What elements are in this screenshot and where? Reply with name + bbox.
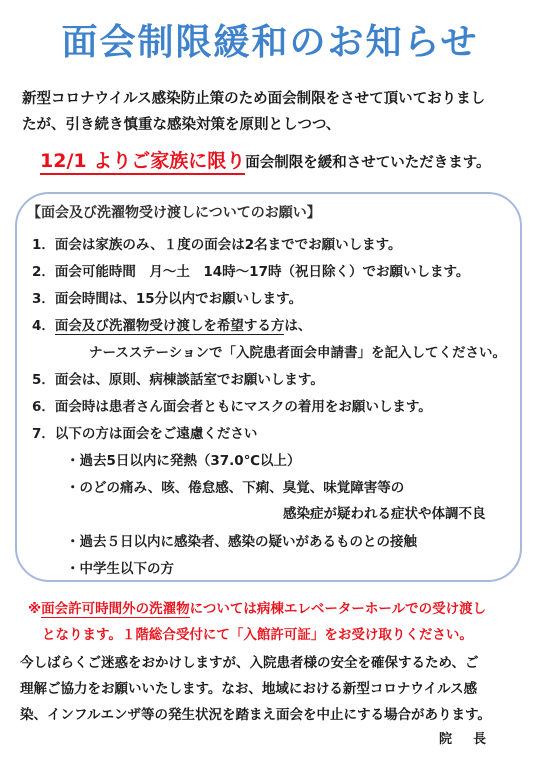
closing-text — [20, 650, 530, 728]
page-title: 面会制限緩和のお知らせ — [61, 22, 479, 63]
closing-line-2: 理解ご協力をお願いいたします。なお、地域における新型コロナウイルス感 — [20, 681, 478, 697]
rule-item-4-rest: は、 — [284, 318, 312, 334]
restriction-fever: ・過去5日以内に発熱（37.0℃以上） — [66, 453, 301, 469]
restriction-symptoms-continued: 感染症が疑われる症状や体調不良 — [283, 506, 486, 522]
laundry-notice — [28, 596, 528, 648]
notice-line-1-rest: については病棟エレベーターホールでの受け渡し — [189, 601, 487, 617]
rules-heading: 【面会及び洗濯物受け渡しについてのお願い】 — [27, 205, 321, 221]
closing-line-3: 染、インフルエンザ等の発生状況を踏まえ面会を中止にする場合があります。 — [20, 707, 491, 723]
rule-item-5: 5．面会は、原則、病棟談話室でお願いします。 — [32, 372, 324, 388]
restriction-symptoms: ・のどの痛み、咳、倦怠感、下痢、臭覚、味覚障害等の — [66, 480, 405, 496]
intro-text — [22, 86, 522, 138]
rule-item-4-number: 4． — [32, 318, 55, 334]
closing-line-1: 今しばらくご迷惑をおかけしますが、入院患者様の安全を確保するため、ご — [20, 655, 479, 671]
rule-item-2: 2．面会可能時間 月～土 14時～17時（祝日除く）でお願いします。 — [32, 264, 470, 280]
rule-item-7: 7．以下の方は面会をご遠慮ください — [32, 426, 258, 442]
intro-line-1: 新型コロナウイルス感染防止策のため面会制限をさせて頂いておりまし — [22, 91, 486, 107]
restriction-contact: ・過去５日以内に感染者、感染の疑いがあるものとの接触 — [66, 534, 417, 550]
rule-item-4-continued: ナースステーションで「入院患者面会申請書」を記入してください。 — [89, 345, 507, 361]
emphasis-rest: 面会制限を緩和させていただきます。 — [245, 155, 491, 171]
rule-item-6: 6．面会時は患者さん面会者ともにマスクの着用をお願いします。 — [32, 399, 432, 415]
notice-prefix: ※ — [28, 601, 42, 617]
rule-item-4 — [32, 314, 311, 334]
family-only-emphasis: 12/1 よりご家族に限り — [40, 150, 245, 175]
signature-director: 院 長 — [439, 732, 491, 747]
rule-item-3: 3．面会時間は、15分以内でお願いします。 — [32, 291, 303, 307]
laundry-notice-line-2: となります。１階総合受付にて「入館許可証」をお受け取りください。 — [42, 627, 473, 643]
laundry-notice-line-1 — [28, 596, 528, 622]
intro-line-2: たが、引き続き慎重な感染対策を原則としつつ、 — [22, 117, 341, 133]
emphasis-line — [40, 146, 530, 173]
rule-item-1: 1．面会は家族のみ、１度の面会は2名まででお願いします。 — [32, 237, 402, 253]
rule-item-4-underlined: 面会及び洗濯物受け渡しを希望する方 — [54, 318, 285, 334]
restriction-children: ・中学生以下の方 — [66, 561, 174, 577]
notice-underlined: 面会許可時間外の洗濯物 — [41, 601, 190, 617]
